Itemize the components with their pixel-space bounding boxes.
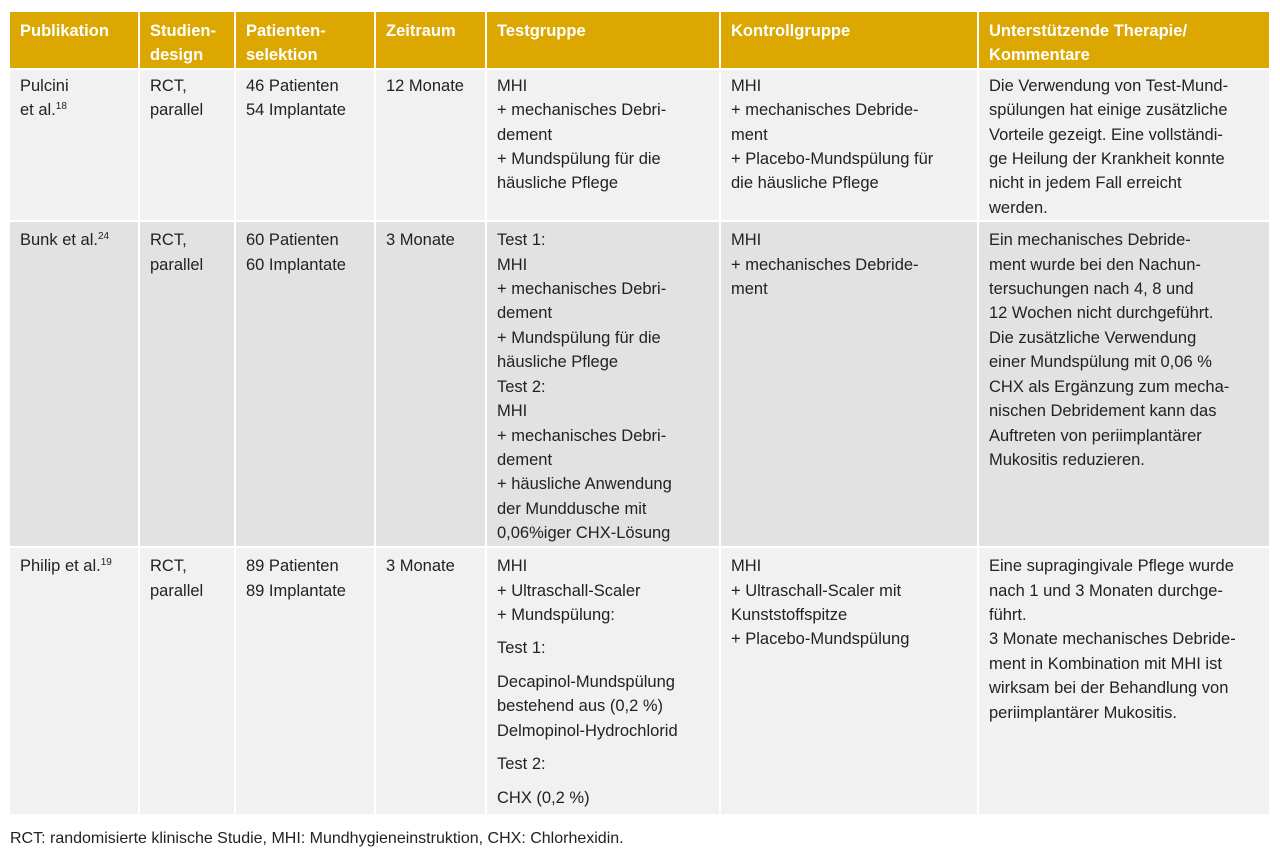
study-table-container: [10, 12, 1269, 814]
cell-studiendesign: RCT, parallel: [140, 546, 236, 814]
cell-zeitraum: 3 Monate: [376, 220, 487, 546]
cell-testgruppe: MHI + mechanisches Debri- dement + Mundspülung für die häusliche Pflege: [487, 68, 721, 220]
cell-kommentar: Ein mechanisches Debride- ment wurde bei den Nachun- tersuchungen nach 4, 8 und 12 Wochen nicht durchgeführt. Die zusätzliche Verwendung einer Mundspülung mit 0,06 % CHX als Ergänzung zum mecha- nischen Debridement kann das Auftreten von periimplantärer Mukositis reduzieren.: [979, 220, 1269, 546]
cell-zeitraum: 3 Monate: [376, 546, 487, 814]
table-row: [10, 68, 1269, 220]
cell-publikation: Pulcini et al.$^{18}$: [10, 68, 140, 220]
cell-kommentar: Eine supragingivale Pflege wurde nach 1 und 3 Monaten durchge- führt. 3 Monate mechanisches Debride- ment in Kombination mit MHI ist wirksam bei der Behandlung von periimplantärer Mukositis.: [979, 546, 1269, 814]
cell-kontrollgruppe: MHI + Ultraschall-Scaler mit Kunststoffspitze + Placebo-Mundspülung: [721, 546, 979, 814]
cell-zeitraum: 12 Monate: [376, 68, 487, 220]
cell-kontrollgruppe: MHI + mechanisches Debride- ment + Placebo-Mundspülung für die häusliche Pflege: [721, 68, 979, 220]
table-footnote: RCT: randomisierte klinische Studie, MHI: Mundhygieneinstruktion, CHX: Chlorhexidin.: [10, 830, 624, 847]
cell-publikation: Bunk et al.$^{24}$: [10, 220, 140, 546]
header-studiendesign: Studien- design: [140, 12, 236, 68]
header-patientenselektion: Patienten- selektion: [236, 12, 376, 68]
cell-patientenselektion: 46 Patienten 54 Implantate: [236, 68, 376, 220]
header-kontrollgruppe: Kontrollgruppe: [721, 12, 979, 68]
cell-publikation: Philip et al.$^{19}$: [10, 546, 140, 814]
cell-testgruppe: MHI + Ultraschall-Scaler + Mundspülung: Test 1: Decapinol-Mundspülung bestehend aus (0,2 %) Delmopinol-Hydrochlorid Test 2: CHX (0,2 %): [487, 546, 721, 814]
study-comparison-table: [10, 12, 1269, 814]
table-row: [10, 546, 1269, 814]
reference-number: 24: [97, 231, 110, 243]
cell-studiendesign: RCT, parallel: [140, 220, 236, 546]
table-header-row: [10, 12, 1269, 68]
header-therapie-kommentare: Unterstützende Therapie/ Kommentare: [979, 12, 1269, 68]
reference-number: 19: [100, 557, 112, 569]
header-testgruppe: Testgruppe: [487, 12, 721, 68]
header-publikation: Publikation: [10, 12, 140, 68]
cell-patientenselektion: 60 Patienten 60 Implantate: [236, 220, 376, 546]
reference-number: 18: [55, 101, 67, 113]
cell-patientenselektion: 89 Patienten 89 Implantate: [236, 546, 376, 814]
table-row: [10, 220, 1269, 546]
cell-studiendesign: RCT, parallel: [140, 68, 236, 220]
cell-kommentar: Die Verwendung von Test-Mund- spülungen hat einige zusätzliche Vorteile gezeigt. Eine vollständi- ge Heilung der Krankheit konnte nicht in jedem Fall erreicht werden.: [979, 68, 1269, 220]
header-zeitraum: Zeitraum: [376, 12, 487, 68]
cell-testgruppe: Test 1: MHI + mechanisches Debri- dement + Mundspülung für die häusliche Pflege Test 2: MHI + mechanisches Debri- dement + häusliche Anwendung der Munddusche mit 0,06%iger CHX-Lösung: [487, 220, 721, 546]
cell-kontrollgruppe: MHI + mechanisches Debride- ment: [721, 220, 979, 546]
